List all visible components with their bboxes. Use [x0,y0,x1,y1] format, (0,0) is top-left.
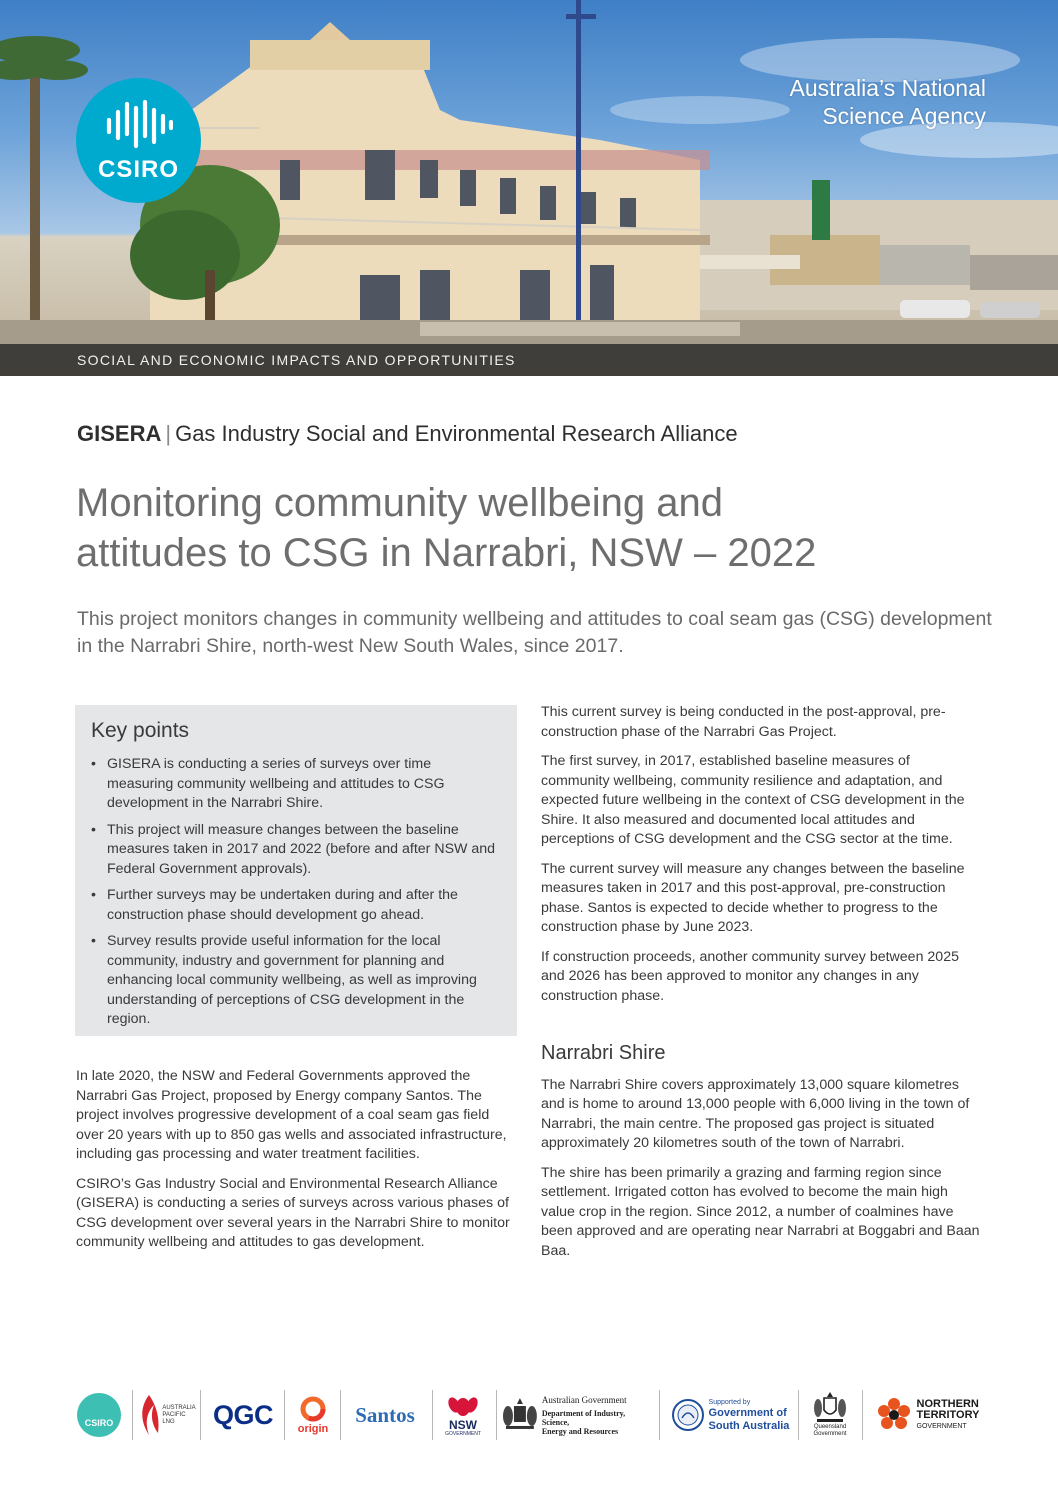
key-point-item: • Further surveys may be undertaken during and after the construction phase should development go ahead. [89,886,499,925]
sa-text [709,1398,790,1433]
title-line-1: Monitoring community wellbeing and [76,481,723,525]
key-point-item: • This project will measure changes between the baseline measures taken in 2017 and 2022 (before and after NSW and Federal Government approvals). [89,821,499,880]
tagline-line-1: Australia’s National [789,75,986,101]
northern-territory-government-logo[interactable] [868,1388,986,1442]
qgc-logo[interactable] [204,1388,282,1442]
aplng-line-1: AUSTRALIA [162,1404,196,1411]
program-full-name: Gas Industry Social and Environmental Research Alliance [175,421,738,446]
nt-line-2: TERRITORY [916,1408,980,1421]
csiro-logo[interactable] [76,78,201,203]
body-paragraph: The current survey will measure any changes between the baseline measures taken in 2017 and this post-approval, pre-construction phase. Santos is expected to decide whether to progress to the construction phase by June 2023. [541,860,965,935]
origin-logo[interactable] [288,1388,338,1442]
origin-text: origin [297,1423,329,1435]
key-points-box [75,705,517,1036]
csiro-partner-mark [77,1393,121,1437]
narrabri-shire-heading: Narrabri Shire [541,1042,666,1064]
body-paragraph: If construction proceeds, another community survey between 2025 and 2026 has been approved to monitor any changes in any construction phase. [541,948,959,1004]
logo-divider [284,1390,285,1440]
qld-text [813,1424,846,1438]
key-points-heading: Key points [91,719,190,742]
section-category-label: SOCIAL AND ECONOMIC IMPACTS AND OPPORTUNITIES [77,352,516,368]
logo-divider [862,1390,863,1440]
waratah-icon [448,1393,478,1419]
program-name [77,421,738,447]
qgc-text: QGC [212,1399,273,1430]
santos-text: Santos [355,1402,415,1427]
narrabri-shire-section [541,1044,981,1271]
key-points-list [89,755,499,1037]
logo-divider [200,1390,201,1440]
aus-dept-line-2: Energy and Resources [541,1426,619,1436]
desert-rose-icon [875,1396,913,1434]
sa-line-1: Government of [708,1406,787,1419]
coat-of-arms-icon [502,1398,538,1432]
logo-divider [432,1390,433,1440]
intro-paragraph: This project monitors changes in community wellbeing and attitudes to coal seam gas (CSG) development in the Narrabri Shire, north-west New South Wales, since 2017. [77,608,992,657]
body-paragraph: In late 2020, the NSW and Federal Governments approved the Narrabri Gas Project, proposed by Energy company Santos. The project involves progressive development of a coal seam gas field over 20 years with up to 850 gas wells and associated infrastructure, including gas processing and water treatment facilities. [76,1068,507,1162]
qld-crest-icon [813,1392,847,1424]
sa-supported-by: Supported by [708,1398,751,1406]
logo-divider [132,1390,133,1440]
aplng-line-3: LNG [162,1418,175,1425]
nt-line-3: GOVERNMENT [916,1422,967,1430]
australian-government-text [542,1395,654,1436]
santos-logo[interactable] [344,1388,426,1442]
section-category-strip [0,344,1058,376]
tagline-line-2: Science Agency [822,103,986,129]
body-paragraph: CSIRO’s Gas Industry Social and Environmental Research Alliance (GISERA) is conducting a series of surveys across various phases of CSG development over several years in the Narrabri Shire to monitor community wellbeing and attitudes to gas development. [76,1175,510,1250]
nsw-sub-text: GOVERNMENT [445,1431,481,1437]
program-acronym: GISERA [77,421,162,446]
aplng-text [162,1405,195,1426]
australian-government-logo[interactable] [502,1388,654,1442]
nsw-text: NSW [449,1418,477,1432]
logo-divider [496,1390,497,1440]
key-point-item: • Survey results provide useful information for the local community, industry and government for planning and enhancing local community wellbeing, as well as improving understanding of perceptions of CSG development in the region. [89,932,499,1030]
qld-line-2: Government [813,1431,847,1437]
aplng-flame-icon [138,1393,160,1437]
page-title [76,478,996,578]
logo-divider [798,1390,799,1440]
csiro-logo-text: CSIRO [97,156,179,183]
south-australia-government-logo[interactable] [666,1388,794,1442]
partner-logos-bar [76,1388,986,1442]
aus-dept-line-1: Department of Industry, Science, [541,1408,626,1427]
body-paragraph: The Narrabri Shire covers approximately 13,000 square kilometres and is home to around 13,000 people with 6,000 living in the town of Narrabri, the main centre. The proposed gas project is situated approximately 20 kilometres south of the town of Narrabri. [541,1076,970,1151]
sa-badge-icon [671,1398,705,1432]
aplng-logo[interactable] [138,1388,196,1442]
sa-line-2: South Australia [708,1419,790,1432]
logo-divider [659,1390,660,1440]
right-column-body [541,703,981,1016]
csiro-partner-logo[interactable] [76,1388,122,1442]
origin-ring-icon [299,1395,327,1423]
aus-gov-name: Australian Government [541,1394,627,1405]
left-column-body [76,1067,511,1263]
nsw-government-logo[interactable] [438,1388,488,1442]
qld-line-1: Queensland [813,1424,847,1430]
body-paragraph: This current survey is being conducted in the post-approval, pre-construction phase of the Narrabri Gas Project. [541,704,946,740]
nt-text [917,1399,980,1432]
body-paragraph: The first survey, in 2017, established baseline measures of community wellbeing, community resilience and adaptation, and expected future wellbeing in the context of CSG development in the Shire. It also measured and documented local attitudes and perceptions of CSG development and the CSG sector at the time. [541,753,965,847]
nt-line-1: NORTHERN [916,1397,979,1410]
csiro-partner-text: CSIRO [84,1418,114,1428]
body-paragraph: The shire has been primarily a grazing and farming region since settlement. Irrigated cotton has evolved to become the main high value crop in the region. Since 2012, a number of coalmines have been approved and are operating near Narrabri at Boggabri and Baan Baa. [541,1164,980,1259]
aplng-line-2: PACIFIC [162,1411,186,1418]
agency-tagline [790,74,986,130]
logo-divider [340,1390,341,1440]
hero-photo [0,0,1058,376]
title-line-2: attitudes to CSG in Narrabri, NSW – 2022 [76,531,817,575]
program-separator: | [165,421,172,446]
csiro-bars-icon [105,98,173,150]
key-point-item: • GISERA is conducting a series of surveys over time measuring community wellbeing and attitudes to CSG development in the Narrabri Shire. [89,755,499,814]
queensland-government-logo[interactable] [804,1388,856,1442]
